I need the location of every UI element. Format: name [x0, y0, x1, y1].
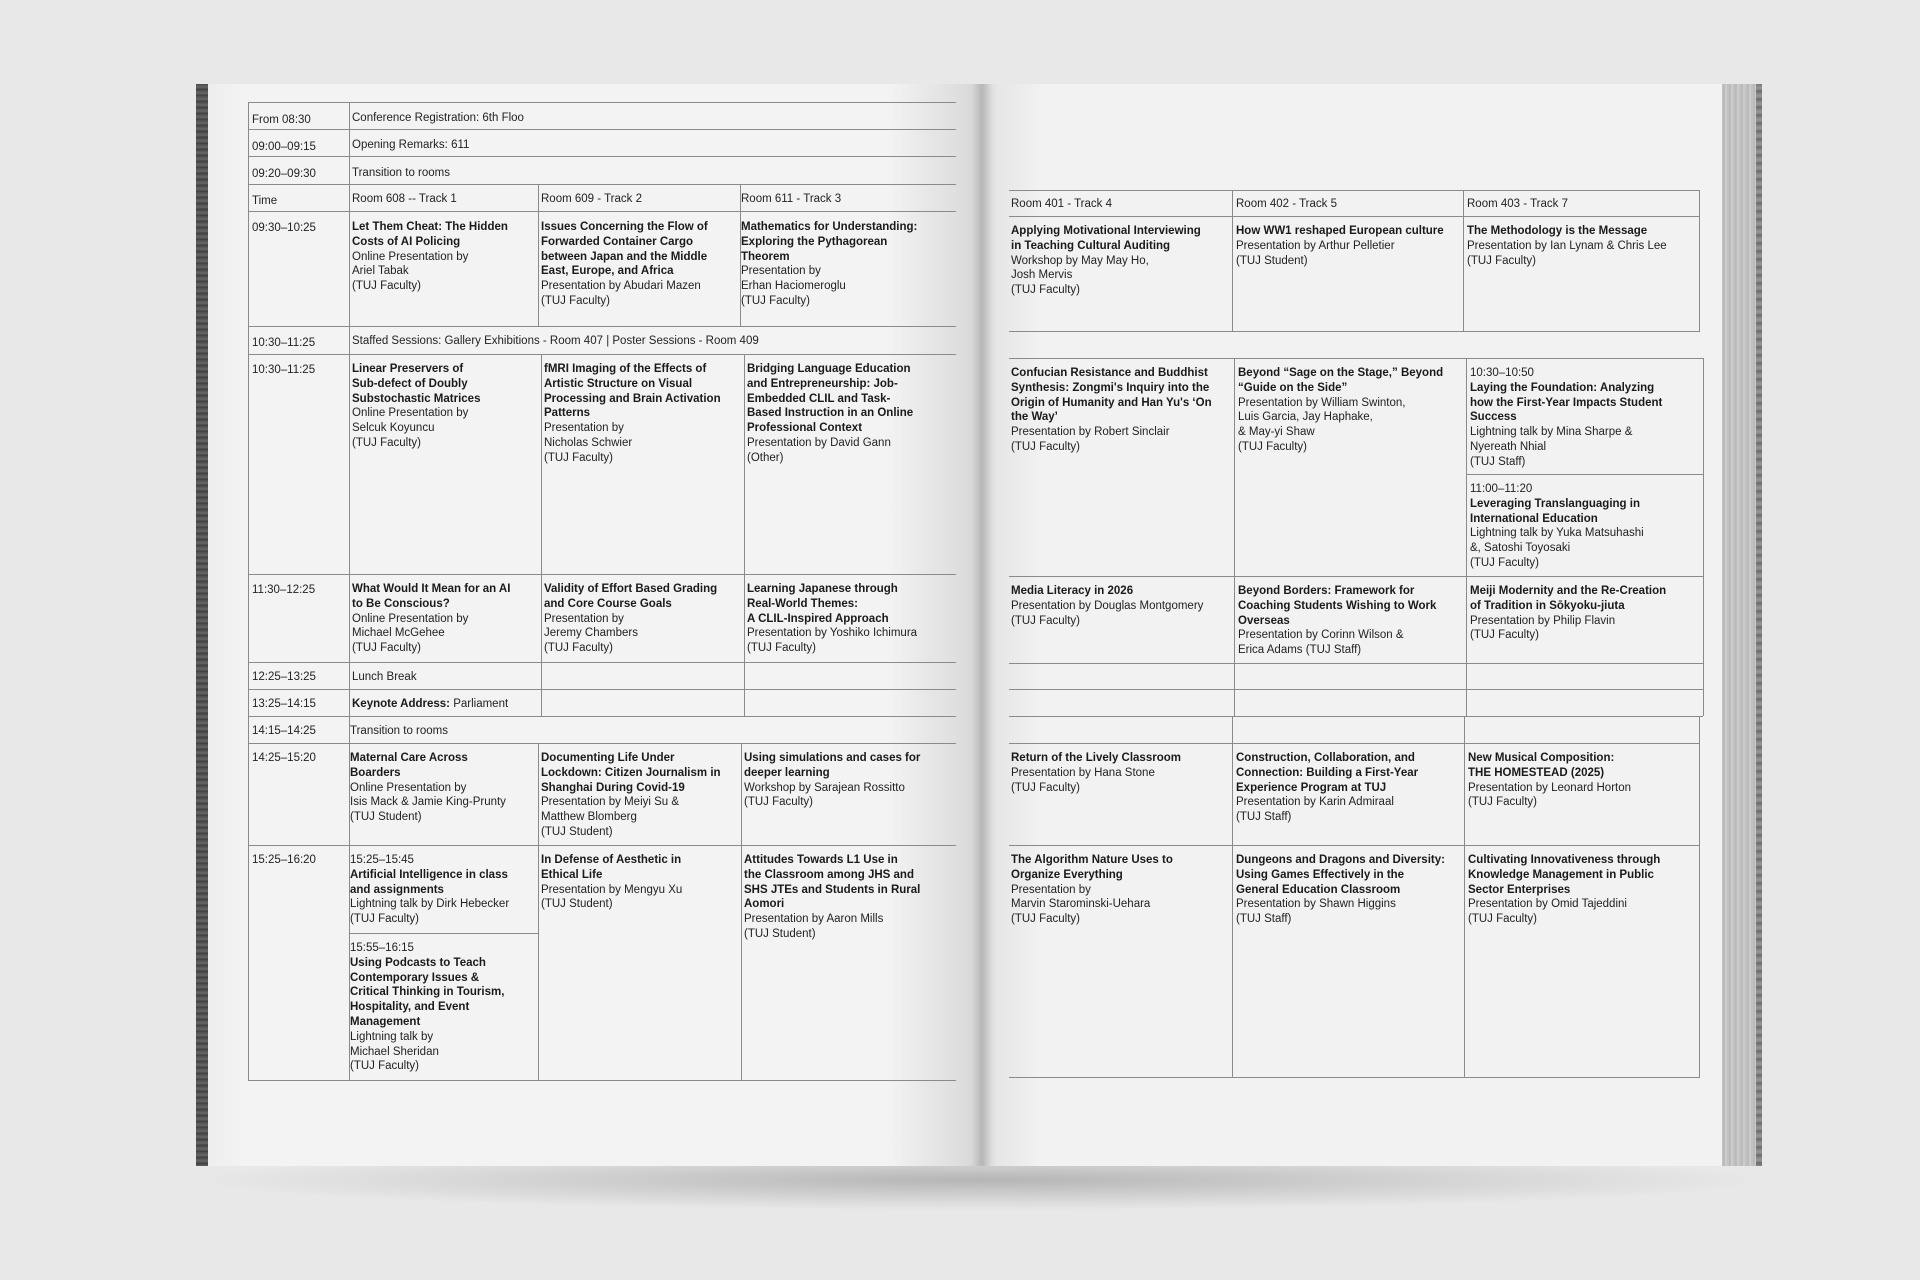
session-title-line: Shanghai During Covid-19: [541, 781, 685, 794]
session-title-line: Return of the Lively Classroom: [1011, 752, 1181, 764]
session-title-line: Contemporary Issues &: [350, 971, 480, 984]
session-title-line: deeper learning: [744, 766, 830, 779]
session-title-line: In Defense of Aesthetic in: [541, 854, 682, 866]
session-title-line: Issues Concerning the Flow of: [541, 221, 708, 233]
slot-time: 12:25–13:25: [252, 671, 316, 683]
session-title-line: Success: [1470, 411, 1517, 424]
session-detail-line: (TUJ Faculty): [350, 1060, 419, 1073]
session-cell: [541, 220, 708, 309]
session-title-line: Meiji Modernity and the Re-Creation: [1470, 585, 1667, 597]
session-detail-line: (TUJ Faculty): [1468, 913, 1537, 926]
session-cell: [1236, 751, 1418, 825]
session-title-line: Laying the Foundation: Analyzing: [1470, 381, 1655, 394]
session-title-line: SHS JTEs and Students in Rural: [744, 883, 921, 896]
session-detail-line: Presentation by: [1011, 883, 1091, 896]
session-title-line: Connection: Building a First-Year: [1236, 766, 1419, 779]
session-cell: [544, 582, 717, 656]
session-detail-line: Ariel Tabak: [352, 265, 409, 278]
session-title-line: General Education Classroom: [1236, 883, 1401, 896]
session-detail-line: Michael Sheridan: [350, 1045, 439, 1058]
keynote-label: Keynote Address:: [352, 698, 450, 710]
session-title-line: between Japan and the Middle: [541, 250, 708, 263]
session-subtime: 10:30–10:50: [1470, 367, 1534, 379]
session-title-line: Leveraging Translanguaging in: [1470, 497, 1640, 510]
session-title-line: Real-World Themes:: [747, 597, 858, 610]
session-title-line: Embedded CLIL and Task-: [747, 392, 891, 405]
session-title-line: Professional Context: [747, 422, 863, 435]
session-cell: [352, 362, 480, 451]
session-detail-line: (TUJ Faculty): [541, 294, 610, 307]
session-detail-line: Erica Adams (TUJ Staff): [1238, 644, 1362, 657]
session-detail-line: Presentation by Douglas Montgomery: [1011, 599, 1204, 612]
session-title-line: Theorem: [741, 250, 790, 263]
row-time: 09:20–09:30: [252, 168, 316, 180]
session-detail-line: Lightning talk by: [350, 1030, 434, 1043]
session-title-line: Sub-defect of Doubly: [352, 377, 468, 390]
session-title-line: Experience Program at TUJ: [1236, 781, 1387, 794]
session-subtime: 15:55–16:15: [350, 942, 414, 954]
session-cell: [747, 582, 917, 656]
session-detail-line: (TUJ Faculty): [1011, 440, 1080, 453]
session-detail-line: (TUJ Staff): [1236, 913, 1292, 926]
session-detail-line: Presentation by: [544, 422, 624, 435]
session-detail-line: Selcuk Koyuncu: [352, 422, 435, 435]
session-title-line: Confucian Resistance and Buddhist: [1011, 367, 1208, 379]
session-detail-line: Luis Garcia, Jay Haphake,: [1238, 411, 1373, 424]
session-title-line: Validity of Effort Based Grading: [544, 583, 718, 595]
row-text: Transition to rooms: [350, 725, 448, 737]
session-title-line: and Core Course Goals: [544, 597, 672, 610]
session-detail-line: Presentation by Arthur Pelletier: [1236, 239, 1395, 252]
left-page-edge: [196, 84, 208, 1166]
session-detail-line: (TUJ Student): [744, 927, 816, 940]
session-detail-line: Michael McGehee: [352, 627, 445, 640]
row-text: Transition to rooms: [352, 167, 450, 179]
header-track-2: Room 609 - Track 2: [541, 193, 642, 205]
session-detail-line: (TUJ Faculty): [1468, 796, 1537, 809]
session-cell: [1011, 853, 1173, 927]
session-detail-line: Presentation by Philip Flavin: [1470, 614, 1616, 627]
session-cell: [1236, 224, 1444, 268]
session-title-line: International Education: [1470, 512, 1598, 525]
row-text: Conference Registration: 6th Floo: [352, 112, 524, 124]
session-subtime: 15:25–15:45: [350, 854, 414, 866]
session-title-line: Dungeons and Dragons and Diversity:: [1236, 854, 1445, 866]
session-detail-line: Erhan Haciomeroglu: [741, 280, 846, 293]
session-detail-line: (TUJ Faculty): [544, 451, 613, 464]
session-detail-line: Nicholas Schwier: [544, 436, 633, 449]
session-title-line: Construction, Collaboration, and: [1236, 752, 1415, 764]
session-title-line: Critical Thinking in Tourism,: [350, 986, 505, 999]
session-cell: [352, 582, 510, 656]
session-detail-line: Presentation by William Swinton,: [1238, 396, 1406, 409]
session-cell: [1011, 224, 1201, 298]
session-title-line: fMRI Imaging of the Effects of: [544, 363, 707, 375]
session-cell: [1468, 853, 1660, 927]
session-title-line: Sector Enterprises: [1468, 883, 1571, 896]
session-title-line: and assignments: [350, 883, 444, 896]
session-title-line: Substochastic Matrices: [352, 392, 481, 405]
session-cell: [1011, 751, 1181, 795]
session-title-line: Media Literacy in 2026: [1011, 585, 1134, 597]
slot-time: 09:30–10:25: [252, 222, 316, 234]
session-detail-line: (TUJ Faculty): [1470, 556, 1539, 569]
session-detail-line: Presentation by Mengyu Xu: [541, 883, 683, 896]
session-cell: [350, 751, 506, 825]
session-detail-line: (TUJ Faculty): [352, 280, 421, 293]
session-title-line: A CLIL-Inspired Approach: [747, 612, 889, 625]
session-title-line: in Teaching Cultural Auditing: [1011, 239, 1171, 252]
session-title-line: Using simulations and cases for: [744, 752, 921, 764]
session-cell: [1236, 853, 1445, 927]
session-cell: [741, 220, 917, 309]
session-cell: [747, 362, 913, 466]
header-track-7: Room 403 - Track 7: [1467, 198, 1568, 210]
session-detail-line: (TUJ Staff): [1470, 455, 1526, 468]
session-title-line: New Musical Composition:: [1468, 752, 1615, 764]
session-cell: [1468, 751, 1631, 810]
session-title-line: Synthesis: Zongmi's Inquiry into the: [1011, 381, 1210, 394]
session-title-line: Attitudes Towards L1 Use in: [744, 854, 898, 866]
session-title-line: Processing and Brain Activation: [544, 392, 721, 405]
session-detail-line: Presentation by Abudari Mazen: [541, 280, 701, 293]
session-detail-line: (TUJ Staff): [1236, 811, 1292, 824]
session-title-line: The Methodology is the Message: [1467, 225, 1648, 237]
session-title-line: East, Europe, and Africa: [541, 265, 674, 278]
session-cell: [1470, 482, 1644, 571]
session-cell: [541, 853, 682, 912]
keynote-address: [352, 697, 508, 712]
session-title-line: Bridging Language Education: [747, 363, 911, 375]
session-title-line: How WW1 reshaped European culture: [1236, 225, 1444, 237]
slot-time: 14:25–15:20: [252, 752, 316, 764]
session-title-line: “Guide on the Side”: [1238, 381, 1348, 394]
session-detail-line: Lightning talk by Dirk Hebecker: [350, 898, 510, 911]
session-detail-line: Online Presentation by: [350, 781, 467, 794]
session-detail-line: (TUJ Faculty): [352, 436, 421, 449]
row-time: From 08:30: [252, 114, 311, 126]
session-title-line: Patterns: [544, 407, 591, 420]
session-detail-line: Presentation by Robert Sinclair: [1011, 426, 1170, 439]
slot-time: 10:30–11:25: [252, 337, 316, 349]
slot-time: 15:25–16:20: [252, 854, 316, 866]
session-detail-line: Presentation by Yoshiko Ichimura: [747, 627, 918, 640]
session-title-line: Documenting Life Under: [541, 752, 675, 764]
session-title-line: Linear Preservers of: [352, 363, 464, 375]
session-subtime: 11:00–11:20: [1470, 483, 1533, 495]
session-detail-line: (TUJ Student): [1236, 254, 1308, 267]
header-time: Time: [252, 195, 278, 207]
session-title-line: Organize Everything: [1011, 868, 1123, 881]
session-detail-line: Workshop by May May Ho,: [1011, 254, 1149, 267]
session-cell: [350, 941, 504, 1074]
session-detail-line: Presentation by Corinn Wilson &: [1238, 629, 1404, 642]
session-detail-line: (TUJ Faculty): [1011, 614, 1080, 627]
session-detail-line: Isis Mack & Jamie King-Prunty: [350, 796, 506, 809]
session-detail-line: &, Satoshi Toyosaki: [1470, 542, 1571, 555]
session-detail-line: Presentation by: [741, 265, 821, 278]
session-title-line: Let Them Cheat: The Hidden: [352, 221, 508, 233]
session-cell: [1238, 366, 1443, 455]
session-title-line: Artistic Structure on Visual: [544, 377, 693, 390]
header-track-3: Room 611 - Track 3: [741, 193, 842, 205]
staffed-sessions-text: Staffed Sessions: Gallery Exhibitions - Room 407 | Poster Sessions - Room 409: [352, 335, 759, 347]
session-detail-line: (TUJ Faculty): [544, 642, 613, 655]
session-detail-line: (TUJ Faculty): [1467, 254, 1536, 267]
session-detail-line: (TUJ Faculty): [741, 294, 810, 307]
session-title-line: Coaching Students Wishing to Work: [1238, 599, 1437, 612]
session-detail-line: Presentation by David Gann: [747, 436, 891, 449]
session-cell: [744, 853, 920, 942]
session-detail-line: Nyereath Nhial: [1470, 440, 1547, 453]
session-detail-line: Online Presentation by: [352, 612, 469, 625]
session-title-line: Using Games Effectively in the: [1236, 868, 1405, 881]
session-title-line: the Classroom among JHS and: [744, 868, 914, 881]
session-detail-line: Marvin Starominski-Uehara: [1011, 898, 1151, 911]
lunch-break-text: Lunch Break: [352, 671, 417, 683]
row-text: Opening Remarks: 611: [352, 139, 470, 151]
session-detail-line: (TUJ Faculty): [352, 642, 421, 655]
session-title-line: Based Instruction in an Online: [747, 407, 914, 420]
header-track-1: Room 608 -- Track 1: [352, 193, 457, 205]
session-detail-line: Presentation by Meiyi Su &: [541, 796, 680, 809]
session-detail-line: (TUJ Faculty): [350, 913, 419, 926]
slot-time: 11:30–12:25: [252, 584, 316, 596]
book-gutter: [972, 84, 992, 1166]
session-title-line: Costs of AI Policing: [352, 235, 461, 248]
session-detail-line: (TUJ Faculty): [1238, 440, 1307, 453]
session-detail-line: Presentation by: [544, 612, 624, 625]
session-title-line: Ethical Life: [541, 868, 603, 881]
session-title-line: The Algorithm Nature Uses to: [1011, 854, 1173, 866]
session-detail-line: Workshop by Sarajean Rossitto: [744, 781, 905, 794]
session-title-line: Aomori: [744, 898, 785, 911]
session-title-line: Boarders: [350, 766, 401, 779]
session-title-line: Maternal Care Across: [350, 752, 468, 764]
session-cell: [1238, 584, 1436, 658]
session-detail-line: & May-yi Shaw: [1238, 426, 1315, 439]
session-title-line: Cultivating Innovativeness through: [1468, 854, 1661, 866]
session-detail-line: Presentation by Shawn Higgins: [1236, 898, 1396, 911]
session-detail-line: (TUJ Student): [541, 825, 613, 838]
session-cell: [1470, 584, 1666, 643]
session-detail-line: Presentation by Ian Lynam & Chris Lee: [1467, 239, 1667, 252]
session-title-line: of Tradition in Sōkyoku-jiuta: [1470, 599, 1625, 612]
session-cell: [350, 853, 509, 927]
session-detail-line: (TUJ Faculty): [744, 796, 813, 809]
session-detail-line: Presentation by Leonard Horton: [1468, 781, 1632, 794]
session-title-line: Exploring the Pythagorean: [741, 235, 888, 248]
session-title-line: to Be Conscious?: [352, 597, 450, 610]
session-title-line: the Way’: [1011, 411, 1058, 424]
session-detail-line: Online Presentation by: [352, 250, 469, 263]
session-title-line: Using Podcasts to Teach: [350, 956, 486, 969]
session-title-line: THE HOMESTEAD (2025): [1468, 766, 1605, 779]
session-cell: [352, 220, 508, 294]
session-title-line: Mathematics for Understanding:: [741, 221, 918, 233]
session-cell: [744, 751, 920, 810]
session-title-line: What Would It Mean for an AI: [352, 583, 511, 595]
session-title-line: Hospitality, and Event: [350, 1001, 470, 1014]
session-detail-line: (TUJ Faculty): [1011, 781, 1080, 794]
session-detail-line: Online Presentation by: [352, 407, 469, 420]
session-detail-line: Lightning talk by Mina Sharpe &: [1470, 426, 1633, 439]
session-title-line: Applying Motivational Interviewing: [1011, 225, 1201, 237]
session-detail-line: (TUJ Faculty): [747, 642, 816, 655]
session-detail-line: (TUJ Student): [541, 898, 613, 911]
session-cell: [1470, 366, 1662, 470]
session-detail-line: (TUJ Faculty): [1011, 284, 1080, 297]
slot-time: 14:15–14:25: [252, 725, 316, 737]
header-track-5: Room 402 - Track 5: [1236, 198, 1337, 210]
row-time: 09:00–09:15: [252, 141, 316, 153]
session-detail-line: Josh Mervis: [1011, 269, 1073, 282]
session-title-line: Learning Japanese through: [747, 583, 898, 595]
session-title-line: Artificial Intelligence in class: [350, 868, 508, 881]
session-detail-line: (TUJ Faculty): [1011, 913, 1080, 926]
session-cell: [544, 362, 721, 466]
right-cover-edge: [1756, 84, 1762, 1166]
session-detail-line: Presentation by Aaron Mills: [744, 913, 884, 926]
session-detail-line: Lightning talk by Yuka Matsuhashi: [1470, 527, 1644, 540]
session-cell: [1467, 224, 1667, 268]
session-title-line: Beyond “Sage on the Stage,” Beyond: [1238, 367, 1444, 379]
session-cell: [1011, 366, 1212, 455]
session-cell: [541, 751, 721, 840]
session-title-line: and Entrepreneurship: Job-: [747, 377, 898, 390]
session-title-line: Forwarded Container Cargo: [541, 235, 694, 248]
session-detail-line: (TUJ Faculty): [1470, 629, 1539, 642]
session-detail-line: Matthew Blomberg: [541, 811, 637, 824]
slot-time: 13:25–14:15: [252, 698, 316, 710]
session-title-line: Beyond Borders: Framework for: [1238, 585, 1415, 597]
session-title-line: Lockdown: Citizen Journalism in: [541, 766, 721, 779]
session-detail-line: Presentation by Omid Tajeddini: [1468, 898, 1627, 911]
session-detail-line: (Other): [747, 451, 784, 464]
session-title-line: how the First-Year Impacts Student: [1470, 396, 1663, 409]
session-title-line: Overseas: [1238, 614, 1290, 627]
header-track-4: Room 401 - Track 4: [1011, 198, 1112, 210]
session-title-line: Knowledge Management in Public: [1468, 868, 1654, 881]
slot-time: 10:30–11:25: [252, 364, 316, 376]
session-title-line: Origin of Humanity and Han Yu's ‘On: [1011, 396, 1212, 409]
session-detail-line: Presentation by Karin Admiraal: [1236, 796, 1394, 809]
session-detail-line: (TUJ Student): [350, 811, 422, 824]
session-cell: [1011, 584, 1203, 628]
session-detail-line: Jeremy Chambers: [544, 627, 638, 640]
session-title-line: Management: [350, 1015, 421, 1028]
session-detail-line: Presentation by Hana Stone: [1011, 766, 1155, 779]
keynote-location: Parliament: [450, 698, 509, 710]
